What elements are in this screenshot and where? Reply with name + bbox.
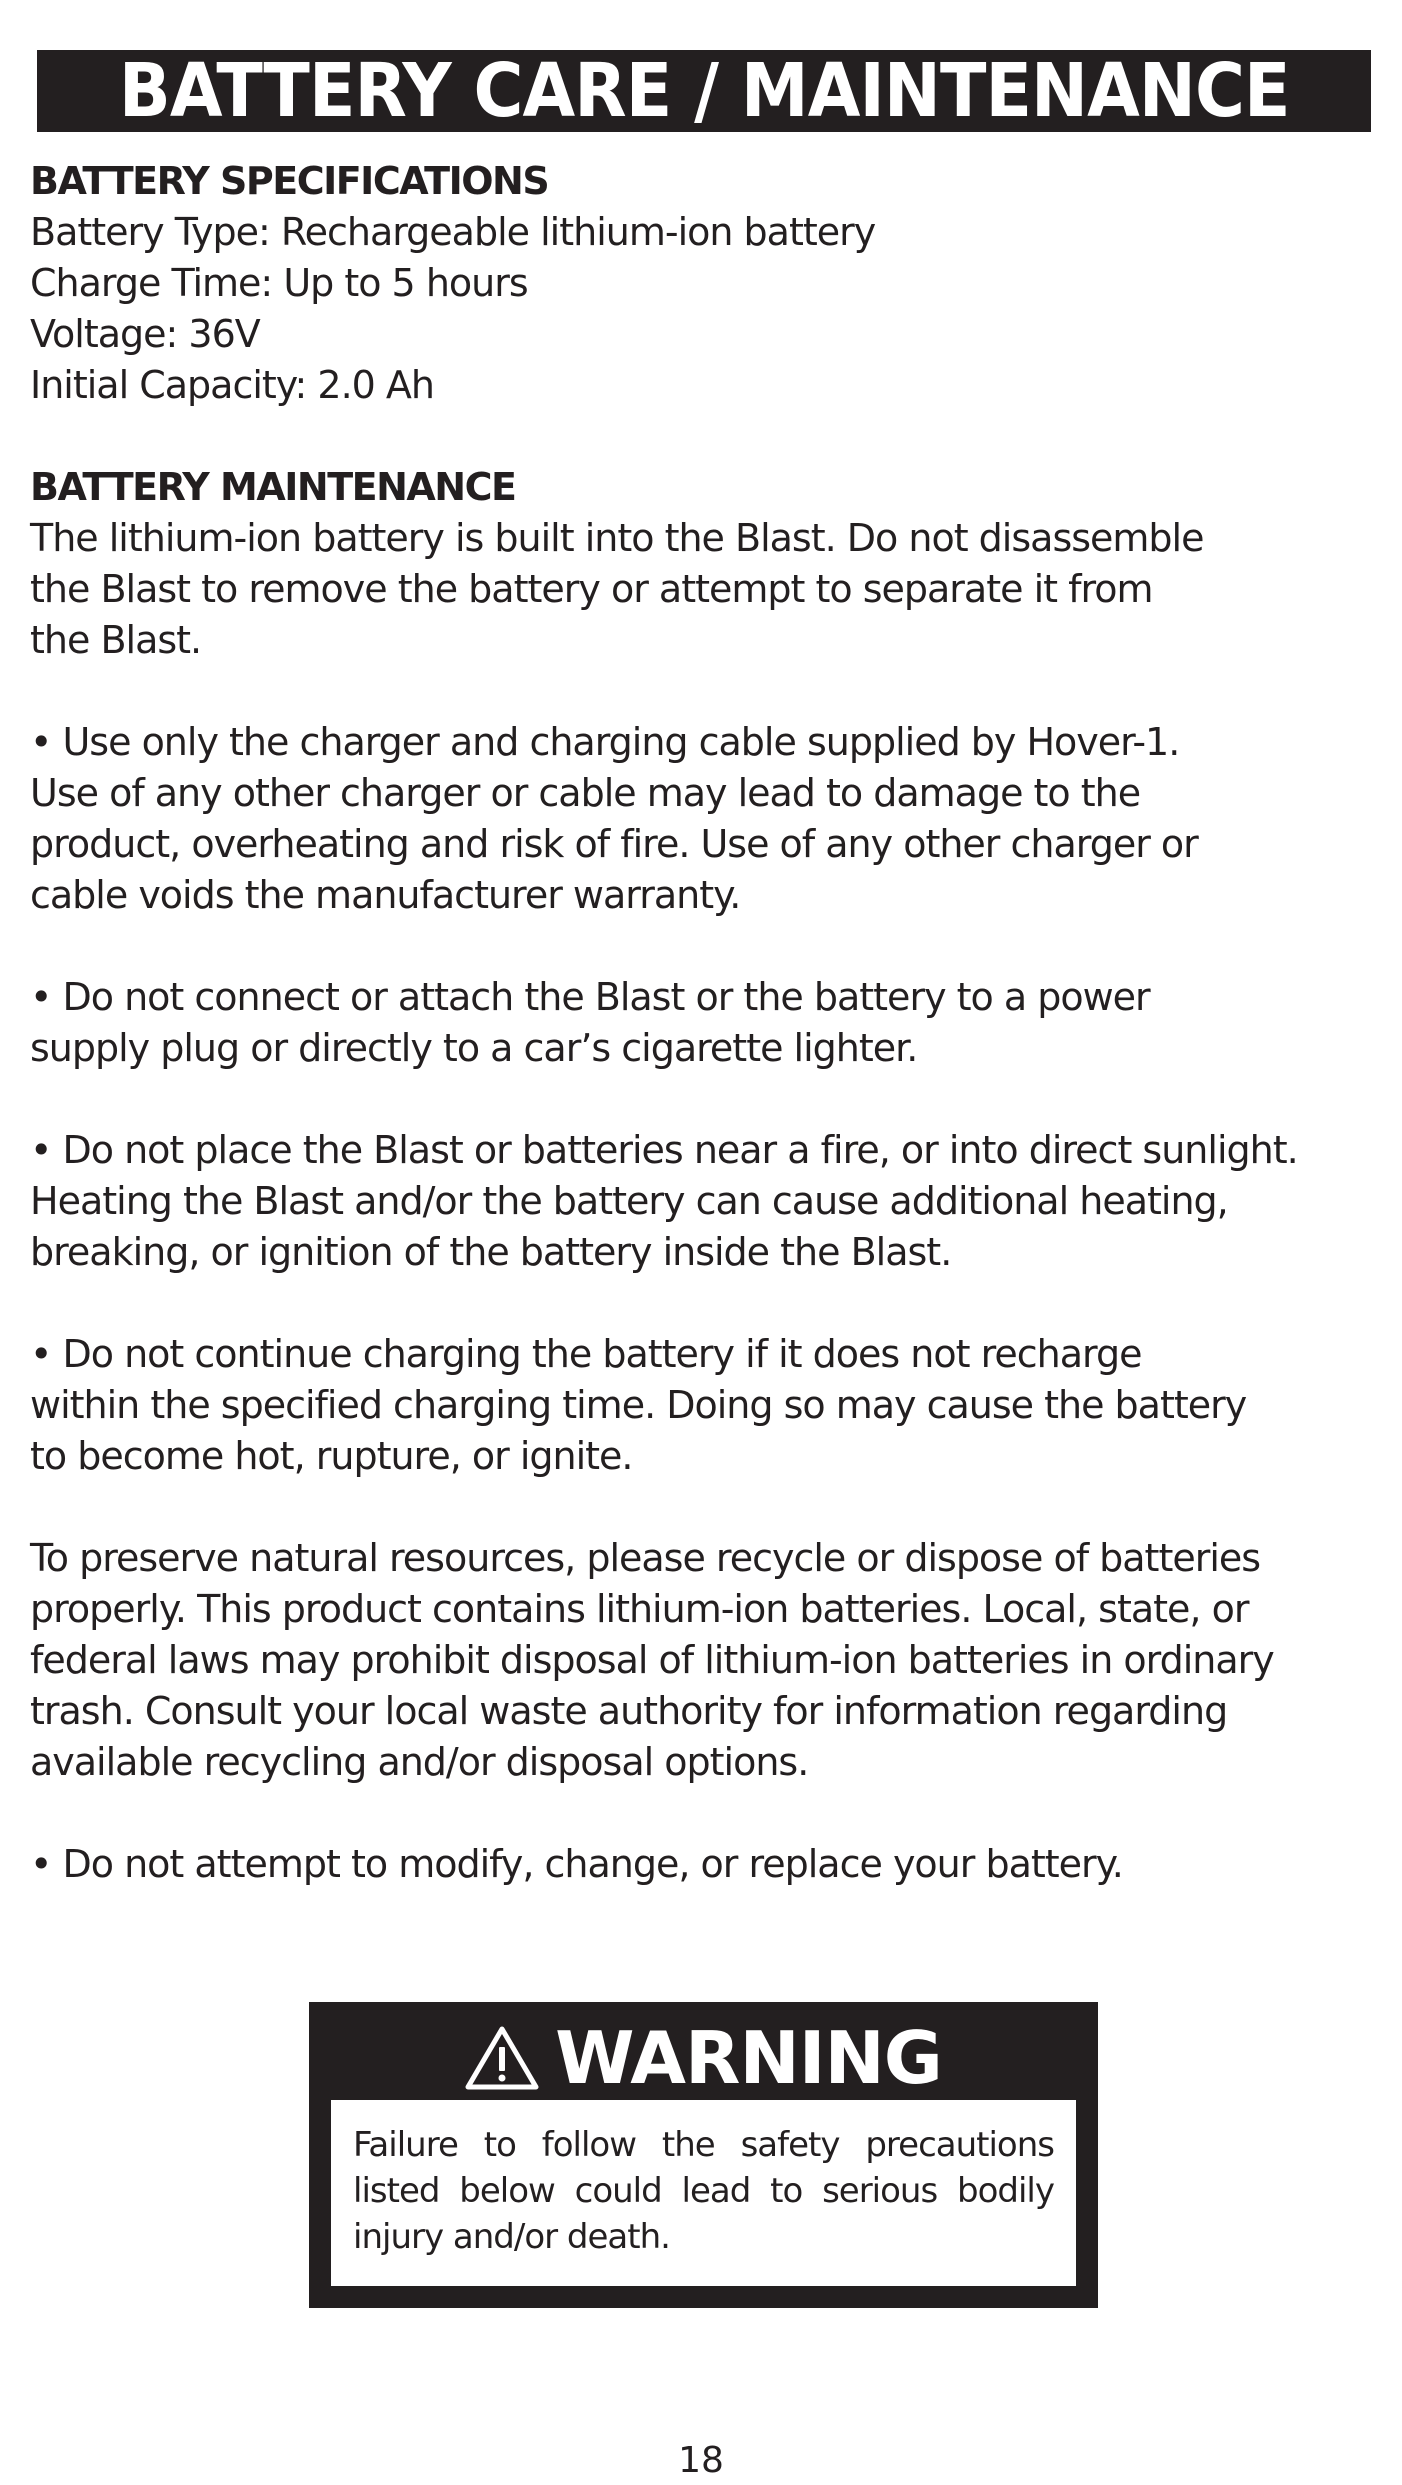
text-line: Use of any other charger or cable may lead to damage to the	[30, 771, 1141, 815]
text-line: • Do not connect or attach the Blast or the battery to a power	[30, 975, 1150, 1019]
bullet-no-power-supply	[30, 972, 1375, 1074]
paragraph-spacer	[30, 1482, 1375, 1533]
text-line: the Blast to remove the battery or attempt to separate it from	[30, 567, 1153, 611]
text-line: • Use only the charger and charging cable supplied by Hover-1.	[30, 720, 1180, 764]
text-line: • Do not place the Blast or batteries near a fire, or into direct sunlight.	[30, 1128, 1298, 1172]
paragraph-spacer	[30, 666, 1375, 717]
maintenance-heading: BATTERY MAINTENANCE	[30, 465, 516, 509]
text-line: properly. This product contains lithium-ion batteries. Local, state, or	[30, 1587, 1249, 1631]
bullet-no-fire-sunlight	[30, 1125, 1375, 1278]
paragraph-spacer	[30, 1074, 1375, 1125]
page-title: BATTERY CARE / MAINTENANCE	[118, 48, 1290, 134]
text-line: The lithium-ion battery is built into the Blast. Do not disassemble	[30, 516, 1204, 560]
recycling-paragraph	[30, 1533, 1375, 1788]
warning-triangle-icon	[465, 2025, 539, 2091]
page-title-bar	[37, 50, 1371, 132]
warning-message-panel	[331, 2100, 1076, 2286]
bullet-charger-only	[30, 717, 1375, 921]
page-number: 18	[678, 2440, 724, 2481]
specifications-heading: BATTERY SPECIFICATIONS	[30, 159, 549, 203]
spec-battery-type: Battery Type: Rechargeable lithium-ion battery	[30, 210, 876, 254]
section-spacer	[30, 411, 1375, 462]
text-line: within the specified charging time. Doing so may cause the battery	[30, 1383, 1247, 1427]
spec-voltage: Voltage: 36V	[30, 312, 260, 356]
text-line: to become hot, rupture, or ignite.	[30, 1434, 633, 1478]
warning-box	[309, 2002, 1098, 2308]
text-line: the Blast.	[30, 618, 202, 662]
battery-specifications-section	[30, 156, 1375, 411]
text-line: Heating the Blast and/or the battery can cause additional heating,	[30, 1179, 1228, 1223]
maintenance-paragraph-built-in	[30, 513, 1375, 666]
warning-header	[309, 2018, 1098, 2098]
bullet-charging-time	[30, 1329, 1375, 1482]
text-line: trash. Consult your local waste authority for information regarding	[30, 1689, 1228, 1733]
paragraph-spacer	[30, 921, 1375, 972]
paragraph-spacer	[30, 1278, 1375, 1329]
paragraph-spacer	[30, 1788, 1375, 1839]
spec-initial-capacity: Initial Capacity: 2.0 Ah	[30, 363, 435, 407]
text-line: • Do not attempt to modify, change, or replace your battery.	[30, 1842, 1123, 1886]
text-line: cable voids the manufacturer warranty.	[30, 873, 741, 917]
bullet-no-modify	[30, 1839, 1375, 1890]
text-line: product, overheating and risk of fire. Use of any other charger or	[30, 822, 1198, 866]
text-line: • Do not continue charging the battery if it does not recharge	[30, 1332, 1142, 1376]
text-line: breaking, or ignition of the battery inside the Blast.	[30, 1230, 952, 1274]
text-line: To preserve natural resources, please recycle or dispose of batteries	[30, 1536, 1261, 1580]
text-line: federal laws may prohibit disposal of lithium-ion batteries in ordinary	[30, 1638, 1274, 1682]
text-line: available recycling and/or disposal options.	[30, 1740, 809, 1784]
text-line: supply plug or directly to a car’s cigarette lighter.	[30, 1026, 918, 1070]
spec-charge-time: Charge Time: Up to 5 hours	[30, 261, 528, 305]
warning-title: WARNING	[555, 2016, 942, 2100]
main-content	[30, 156, 1375, 1890]
battery-maintenance-section	[30, 462, 1375, 1890]
warning-message: Failure to follow the safety precautions listed below could lead to serious bodily injury and/or death.	[353, 2125, 1054, 2257]
